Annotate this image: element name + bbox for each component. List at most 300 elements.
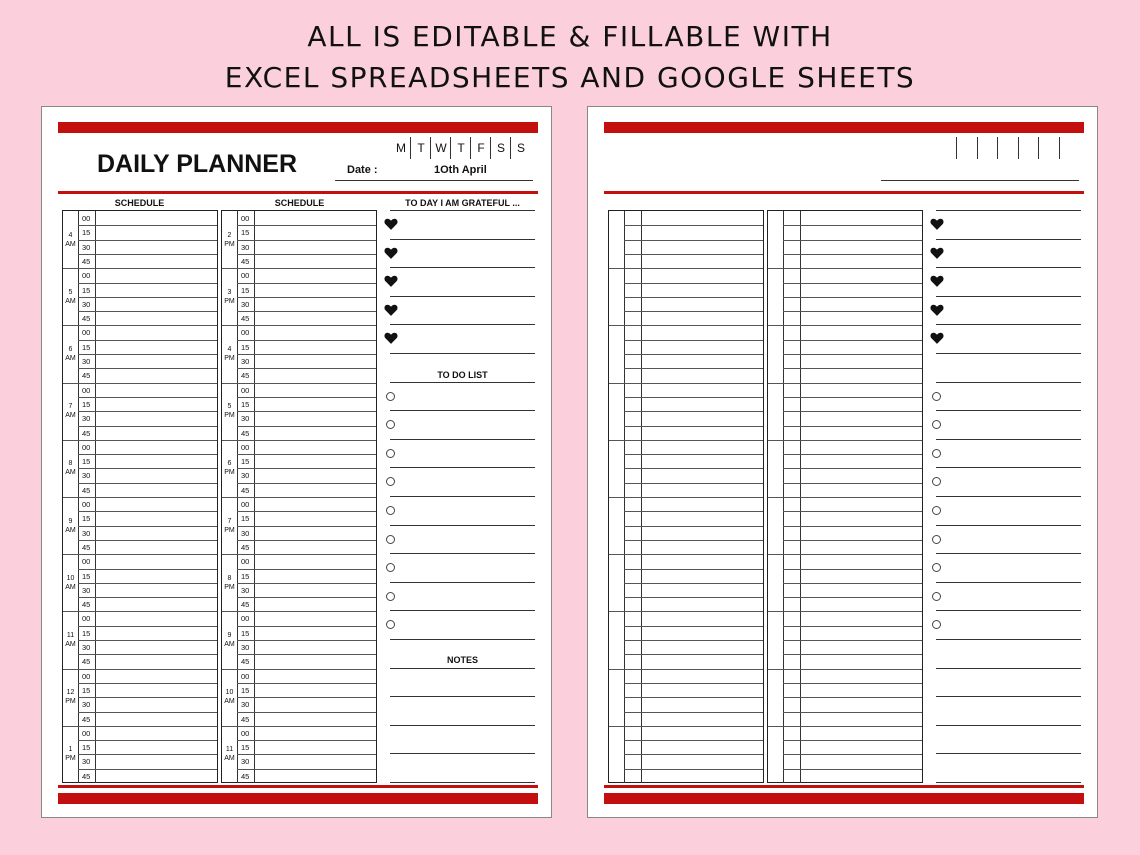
- date-label: Date :: [347, 164, 378, 176]
- schedule-header-right: SCHEDULE: [274, 198, 325, 208]
- hour-number: 10: [225, 689, 234, 697]
- hour-number: 8: [227, 574, 232, 582]
- list-entry-field[interactable]: [390, 325, 535, 353]
- schedule-entry-cell[interactable]: [96, 598, 217, 611]
- schedule-entry-cell[interactable]: [96, 655, 217, 668]
- schedule-entry-cell[interactable]: [255, 326, 376, 339]
- list-entry-field[interactable]: [936, 497, 1081, 525]
- schedule-entry-cell[interactable]: [96, 770, 217, 783]
- minute-label: 00: [241, 385, 250, 395]
- schedule-entry-cell[interactable]: [642, 541, 763, 554]
- list-entry-field[interactable]: [936, 697, 1081, 725]
- checkbox-circle-icon[interactable]: [932, 506, 941, 515]
- schedule-entry-cell[interactable]: [96, 384, 217, 397]
- schedule-entry-cell[interactable]: [96, 398, 217, 411]
- schedule-entry-cell[interactable]: [255, 655, 376, 668]
- schedule-entry-cell[interactable]: [642, 498, 763, 511]
- list-entry-field[interactable]: [390, 697, 535, 725]
- schedule-entry-cell[interactable]: [642, 584, 763, 597]
- schedule-entry-cell[interactable]: [801, 727, 922, 740]
- schedule-entry-cell[interactable]: [642, 512, 763, 525]
- schedule-entry-cell[interactable]: [642, 384, 763, 397]
- hour-number: 11: [66, 632, 75, 639]
- hour-label: [63, 345, 78, 363]
- schedule-entry-cell[interactable]: [255, 455, 376, 468]
- schedule-entry-cell[interactable]: [96, 226, 217, 239]
- minute-label: 00: [82, 442, 91, 452]
- date-underline: [881, 180, 1079, 181]
- schedule-entry-cell[interactable]: [255, 284, 376, 297]
- schedule-grid[interactable]: [767, 210, 923, 783]
- schedule-entry-cell[interactable]: [642, 555, 763, 568]
- schedule-entry-cell[interactable]: [255, 770, 376, 783]
- list-entry-field[interactable]: [390, 383, 535, 411]
- heart-icon: [930, 331, 944, 345]
- schedule-entry-cell[interactable]: [801, 598, 922, 611]
- list-entry-field[interactable]: [936, 669, 1081, 697]
- day-divider: [1018, 137, 1019, 159]
- bottom-red-rule: [58, 785, 538, 788]
- minute-label: 30: [241, 299, 250, 309]
- day-divider: [470, 137, 471, 159]
- schedule-entry-cell[interactable]: [801, 527, 922, 540]
- schedule-entry-cell[interactable]: [642, 484, 763, 497]
- schedule-entry-cell[interactable]: [255, 255, 376, 268]
- checkbox-circle-icon[interactable]: [386, 592, 395, 601]
- schedule-entry-cell[interactable]: [801, 427, 922, 440]
- schedule-entry-cell[interactable]: [642, 298, 763, 311]
- list-entry-field[interactable]: [936, 240, 1081, 268]
- schedule-entry-cell[interactable]: [801, 269, 922, 282]
- list-entry-field[interactable]: [936, 754, 1081, 782]
- schedule-entry-cell[interactable]: [642, 713, 763, 726]
- schedule-entry-cell[interactable]: [255, 398, 376, 411]
- minute-label: 30: [241, 757, 250, 767]
- list-entry-field[interactable]: [390, 411, 535, 439]
- schedule-entry-cell[interactable]: [255, 698, 376, 711]
- schedule-entry-cell[interactable]: [642, 770, 763, 783]
- minute-label: 15: [241, 514, 250, 524]
- list-line: [390, 782, 535, 783]
- schedule-entry-cell[interactable]: [642, 641, 763, 654]
- schedule-entry-cell[interactable]: [642, 455, 763, 468]
- schedule-entry-cell[interactable]: [255, 241, 376, 254]
- schedule-entry-cell[interactable]: [96, 541, 217, 554]
- schedule-entry-cell[interactable]: [642, 627, 763, 640]
- schedule-entry-cell[interactable]: [96, 212, 217, 225]
- checkbox-circle-icon[interactable]: [932, 392, 941, 401]
- heart-icon: [384, 274, 398, 288]
- schedule-entry-cell[interactable]: [642, 326, 763, 339]
- checkbox-circle-icon[interactable]: [386, 535, 395, 544]
- hour-number: 8: [68, 460, 73, 468]
- schedule-entry-cell[interactable]: [96, 455, 217, 468]
- day-thursday[interactable]: T: [457, 141, 465, 155]
- hour-number: 4: [68, 231, 73, 239]
- minute-label: 00: [241, 500, 250, 509]
- schedule-entry-cell[interactable]: [642, 727, 763, 740]
- schedule-entry-cell[interactable]: [255, 441, 376, 454]
- hour-label: [63, 459, 78, 477]
- minute-label: 45: [82, 714, 91, 724]
- schedule-entry-cell[interactable]: [801, 398, 922, 411]
- list-entry-field[interactable]: [936, 211, 1081, 239]
- minute-label: 30: [82, 242, 91, 252]
- minute-label: 30: [82, 700, 91, 710]
- schedule-entry-cell[interactable]: [255, 627, 376, 640]
- schedule-entry-cell[interactable]: [96, 326, 217, 339]
- schedule-entry-cell[interactable]: [801, 226, 922, 239]
- schedule-entry-cell[interactable]: [642, 355, 763, 368]
- minute-label: 30: [241, 700, 250, 710]
- hour-period: PM: [224, 297, 235, 305]
- schedule-entry-cell[interactable]: [801, 655, 922, 668]
- schedule-entry-cell[interactable]: [642, 427, 763, 440]
- minute-label: 00: [82, 271, 91, 281]
- list-entry-field[interactable]: [936, 325, 1081, 353]
- minute-label: 00: [241, 671, 250, 681]
- schedule-entry-cell[interactable]: [642, 684, 763, 697]
- hour-label: [222, 288, 237, 306]
- list-entry-field[interactable]: [390, 440, 535, 468]
- schedule-entry-cell[interactable]: [255, 298, 376, 311]
- list-entry-field[interactable]: [390, 583, 535, 611]
- day-monday[interactable]: M: [396, 141, 406, 155]
- minute-label: 15: [82, 342, 91, 352]
- schedule-entry-cell[interactable]: [642, 412, 763, 425]
- list-entry-field[interactable]: [936, 468, 1081, 496]
- schedule-entry-cell[interactable]: [96, 512, 217, 525]
- schedule-entry-cell[interactable]: [801, 241, 922, 254]
- minute-label: 15: [241, 342, 250, 352]
- list-entry-field[interactable]: [936, 526, 1081, 554]
- schedule-entry-cell[interactable]: [642, 398, 763, 411]
- day-divider: [490, 137, 491, 159]
- schedule-entry-cell[interactable]: [801, 512, 922, 525]
- schedule-entry-cell[interactable]: [96, 727, 217, 740]
- minute-label: 30: [241, 585, 250, 595]
- schedule-entry-cell[interactable]: [801, 469, 922, 482]
- minute-label: 45: [82, 428, 91, 438]
- checkbox-circle-icon[interactable]: [386, 449, 395, 458]
- schedule-entry-cell[interactable]: [801, 570, 922, 583]
- schedule-entry-cell[interactable]: [642, 612, 763, 625]
- hour-period: AM: [65, 297, 76, 305]
- schedule-entry-cell[interactable]: [642, 369, 763, 382]
- schedule-entry-cell[interactable]: [801, 284, 922, 297]
- schedule-entry-cell[interactable]: [96, 355, 217, 368]
- schedule-entry-cell[interactable]: [255, 541, 376, 554]
- schedule-entry-cell[interactable]: [642, 341, 763, 354]
- schedule-entry-cell[interactable]: [801, 312, 922, 325]
- schedule-entry-cell[interactable]: [255, 355, 376, 368]
- schedule-grid[interactable]: [608, 210, 764, 783]
- schedule-entry-cell[interactable]: [255, 612, 376, 625]
- schedule-entry-cell[interactable]: [255, 212, 376, 225]
- minute-label: 00: [82, 614, 91, 624]
- minute-label: 45: [82, 657, 91, 667]
- schedule-entry-cell[interactable]: [255, 555, 376, 568]
- list-entry-field[interactable]: [936, 611, 1081, 639]
- schedule-entry-cell[interactable]: [96, 298, 217, 311]
- schedule-entry-cell[interactable]: [642, 570, 763, 583]
- schedule-entry-cell[interactable]: [96, 498, 217, 511]
- list-entry-field[interactable]: [390, 354, 535, 382]
- schedule-entry-cell[interactable]: [642, 670, 763, 683]
- minute-label: 30: [241, 242, 250, 252]
- hour-label: [63, 402, 78, 420]
- schedule-entry-cell[interactable]: [255, 527, 376, 540]
- schedule-entry-cell[interactable]: [96, 427, 217, 440]
- schedule-entry-cell[interactable]: [96, 412, 217, 425]
- list-entry-field[interactable]: [390, 669, 535, 697]
- checkbox-circle-icon[interactable]: [386, 392, 395, 401]
- schedule-entry-cell[interactable]: [801, 384, 922, 397]
- schedule-entry-cell[interactable]: [642, 655, 763, 668]
- list-entry-field[interactable]: [390, 611, 535, 639]
- minute-label: 30: [82, 643, 91, 652]
- list-entry-field[interactable]: [390, 211, 535, 239]
- schedule-entry-cell[interactable]: [801, 698, 922, 711]
- schedule-entry-cell[interactable]: [801, 641, 922, 654]
- schedule-entry-cell[interactable]: [96, 527, 217, 540]
- schedule-entry-cell[interactable]: [96, 698, 217, 711]
- list-entry-field[interactable]: [936, 411, 1081, 439]
- schedule-entry-cell[interactable]: [642, 241, 763, 254]
- list-entry-field[interactable]: [936, 640, 1081, 668]
- date-value[interactable]: 1Oth April: [434, 164, 487, 176]
- heart-icon: [930, 217, 944, 231]
- list-entry-field[interactable]: [390, 526, 535, 554]
- schedule-entry-cell[interactable]: [642, 312, 763, 325]
- hour-period: PM: [224, 240, 235, 248]
- checkbox-circle-icon[interactable]: [932, 535, 941, 544]
- heart-icon: [930, 246, 944, 260]
- schedule-entry-cell[interactable]: [255, 727, 376, 740]
- schedule-entry-cell[interactable]: [801, 441, 922, 454]
- schedule-entry-cell[interactable]: [801, 369, 922, 382]
- schedule-entry-cell[interactable]: [96, 627, 217, 640]
- day-friday[interactable]: F: [477, 141, 485, 155]
- weekday-selector[interactable]: [392, 137, 532, 159]
- schedule-entry-cell[interactable]: [96, 584, 217, 597]
- day-saturday[interactable]: S: [496, 141, 505, 155]
- day-divider: [956, 137, 957, 159]
- list-entry-field[interactable]: [390, 468, 535, 496]
- schedule-entry-cell[interactable]: [642, 698, 763, 711]
- schedule-entry-cell[interactable]: [96, 670, 217, 683]
- schedule-entry-cell[interactable]: [96, 741, 217, 754]
- schedule-entry-cell[interactable]: [801, 455, 922, 468]
- schedule-entry-cell[interactable]: [642, 469, 763, 482]
- checkbox-circle-icon[interactable]: [932, 449, 941, 458]
- schedule-entry-cell[interactable]: [801, 627, 922, 640]
- schedule-entry-cell[interactable]: [801, 355, 922, 368]
- schedule-entry-cell[interactable]: [801, 684, 922, 697]
- schedule-entry-cell[interactable]: [96, 284, 217, 297]
- schedule-entry-cell[interactable]: [96, 469, 217, 482]
- schedule-entry-cell[interactable]: [801, 541, 922, 554]
- schedule-entry-cell[interactable]: [96, 269, 217, 282]
- schedule-entry-cell[interactable]: [255, 670, 376, 683]
- minute-label: 15: [82, 285, 91, 295]
- list-entry-field[interactable]: [390, 754, 535, 782]
- minute-label: 45: [82, 485, 91, 495]
- schedule-entry-cell[interactable]: [255, 755, 376, 768]
- hour-number: 7: [227, 517, 232, 525]
- schedule-entry-cell[interactable]: [255, 341, 376, 354]
- hour-label: [222, 402, 237, 420]
- schedule-entry-cell[interactable]: [255, 312, 376, 325]
- minute-label: 30: [82, 357, 91, 366]
- schedule-entry-cell[interactable]: [801, 555, 922, 568]
- schedule-entry-cell[interactable]: [96, 241, 217, 254]
- list-entry-field[interactable]: [390, 554, 535, 582]
- minute-label: 30: [241, 471, 250, 481]
- schedule-entry-cell[interactable]: [255, 469, 376, 482]
- list-entry-field[interactable]: [936, 383, 1081, 411]
- schedule-entry-cell[interactable]: [642, 255, 763, 268]
- list-entry-field[interactable]: [390, 640, 535, 668]
- schedule-entry-cell[interactable]: [801, 612, 922, 625]
- schedule-entry-cell[interactable]: [801, 755, 922, 768]
- list-entry-field[interactable]: [936, 268, 1081, 296]
- schedule-entry-cell[interactable]: [255, 584, 376, 597]
- list-entry-field[interactable]: [390, 268, 535, 296]
- list-entry-field[interactable]: [390, 726, 535, 754]
- schedule-entry-cell[interactable]: [255, 741, 376, 754]
- schedule-entry-cell[interactable]: [801, 341, 922, 354]
- schedule-entry-cell[interactable]: [96, 570, 217, 583]
- schedule-entry-cell[interactable]: [255, 484, 376, 497]
- hour-label: [222, 745, 237, 763]
- schedule-entry-cell[interactable]: [801, 770, 922, 783]
- list-entry-field[interactable]: [936, 354, 1081, 382]
- schedule-entry-cell[interactable]: [96, 612, 217, 625]
- schedule-grid[interactable]: [221, 210, 377, 783]
- list-entry-field[interactable]: [936, 583, 1081, 611]
- hour-period: AM: [65, 355, 76, 362]
- schedule-entry-cell[interactable]: [96, 555, 217, 568]
- minute-label: 15: [241, 685, 250, 695]
- list-entry-field[interactable]: [936, 554, 1081, 582]
- day-sunday[interactable]: S: [516, 141, 525, 155]
- schedule-entry-cell[interactable]: [801, 713, 922, 726]
- list-entry-field[interactable]: [390, 297, 535, 325]
- minute-label: 00: [82, 557, 91, 567]
- minute-label: 15: [241, 399, 250, 409]
- schedule-entry-cell[interactable]: [255, 684, 376, 697]
- day-wednesday[interactable]: W: [435, 141, 447, 155]
- schedule-entry-cell[interactable]: [642, 741, 763, 754]
- day-divider: [510, 137, 511, 159]
- checkbox-circle-icon[interactable]: [386, 506, 395, 515]
- schedule-entry-cell[interactable]: [642, 755, 763, 768]
- minute-label: 45: [241, 256, 250, 266]
- schedule-entry-cell[interactable]: [255, 427, 376, 440]
- minute-label: 15: [82, 571, 91, 581]
- schedule-entry-cell[interactable]: [801, 326, 922, 339]
- day-tuesday[interactable]: T: [417, 141, 425, 155]
- schedule-entry-cell[interactable]: [642, 527, 763, 540]
- schedule-entry-cell[interactable]: [642, 226, 763, 239]
- schedule-entry-cell[interactable]: [642, 269, 763, 282]
- minute-label: 30: [241, 414, 250, 424]
- schedule-grid[interactable]: [62, 210, 218, 783]
- heart-icon: [930, 274, 944, 288]
- schedule-entry-cell[interactable]: [96, 369, 217, 382]
- schedule-entry-cell[interactable]: [255, 570, 376, 583]
- list-entry-field[interactable]: [390, 240, 535, 268]
- minute-label: 00: [82, 385, 91, 395]
- minute-label: 00: [241, 557, 250, 567]
- schedule-entry-cell[interactable]: [801, 741, 922, 754]
- schedule-entry-cell[interactable]: [255, 512, 376, 525]
- minute-label: 45: [241, 542, 250, 552]
- hour-label: [222, 631, 237, 649]
- schedule-entry-cell[interactable]: [96, 255, 217, 268]
- schedule-entry-cell[interactable]: [255, 226, 376, 239]
- schedule-entry-cell[interactable]: [255, 641, 376, 654]
- schedule-entry-cell[interactable]: [801, 670, 922, 683]
- schedule-entry-cell[interactable]: [255, 713, 376, 726]
- schedule-entry-cell[interactable]: [801, 498, 922, 511]
- schedule-entry-cell[interactable]: [96, 341, 217, 354]
- hour-label: [63, 574, 78, 592]
- grateful-header: TO DAY I AM GRATEFUL ...: [405, 198, 520, 208]
- list-entry-field[interactable]: [390, 497, 535, 525]
- minute-label: 00: [241, 442, 250, 452]
- schedule-entry-cell[interactable]: [96, 684, 217, 697]
- schedule-entry-cell[interactable]: [96, 312, 217, 325]
- minute-label: 45: [82, 256, 91, 266]
- schedule-entry-cell[interactable]: [642, 284, 763, 297]
- schedule-entry-cell[interactable]: [801, 298, 922, 311]
- minute-label: 15: [82, 457, 91, 467]
- hour-period: PM: [65, 698, 76, 706]
- minute-label: 30: [241, 643, 250, 652]
- list-entry-field[interactable]: [936, 726, 1081, 754]
- schedule-entry-cell[interactable]: [801, 212, 922, 225]
- list-entry-field[interactable]: [936, 297, 1081, 325]
- schedule-entry-cell[interactable]: [255, 384, 376, 397]
- hour-period: PM: [224, 526, 235, 534]
- hour-number: 6: [227, 460, 232, 468]
- schedule-entry-cell[interactable]: [255, 369, 376, 382]
- schedule-entry-cell[interactable]: [96, 641, 217, 654]
- schedule-entry-cell[interactable]: [96, 484, 217, 497]
- checkbox-circle-icon[interactable]: [932, 592, 941, 601]
- schedule-entry-cell[interactable]: [255, 598, 376, 611]
- schedule-entry-cell[interactable]: [801, 484, 922, 497]
- schedule-entry-cell[interactable]: [96, 755, 217, 768]
- schedule-entry-cell[interactable]: [255, 269, 376, 282]
- schedule-entry-cell[interactable]: [801, 255, 922, 268]
- top-red-bar: [604, 122, 1084, 133]
- schedule-entry-cell[interactable]: [801, 412, 922, 425]
- list-entry-field[interactable]: [936, 440, 1081, 468]
- hour-number: 10: [66, 574, 75, 582]
- schedule-entry-cell[interactable]: [801, 584, 922, 597]
- schedule-entry-cell[interactable]: [255, 412, 376, 425]
- schedule-entry-cell[interactable]: [96, 441, 217, 454]
- day-divider: [977, 137, 978, 159]
- schedule-entry-cell[interactable]: [642, 598, 763, 611]
- schedule-entry-cell[interactable]: [255, 498, 376, 511]
- schedule-entry-cell[interactable]: [642, 441, 763, 454]
- schedule-entry-cell[interactable]: [642, 212, 763, 225]
- schedule-entry-cell[interactable]: [96, 713, 217, 726]
